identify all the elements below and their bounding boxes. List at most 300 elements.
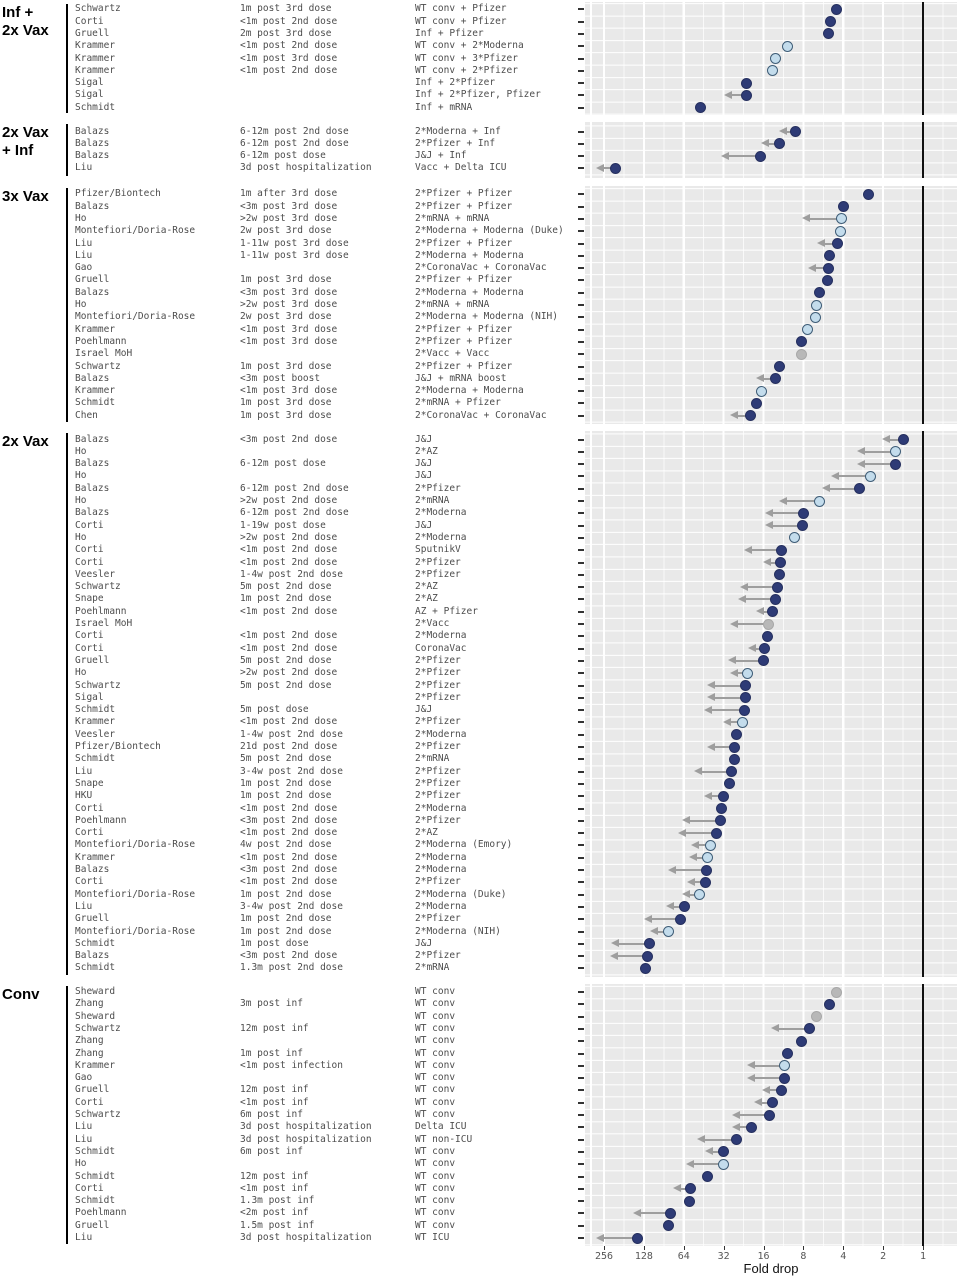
serum-group-label: 2*mRNA	[415, 753, 450, 765]
study-label: Snape	[75, 593, 104, 605]
serum-group-label: 2*AZ	[415, 827, 438, 839]
censored-arrowhead-icon	[704, 792, 712, 800]
censored-arrowhead-icon	[732, 1123, 740, 1131]
fold-drop-dot	[731, 1134, 742, 1145]
time-label: 2m post 3rd dose	[240, 27, 332, 39]
serum-group-label: 2*Moderna + Moderna	[415, 249, 524, 261]
censored-arrowhead-icon	[756, 607, 764, 615]
serum-group-label: WT conv + Pfizer	[415, 3, 507, 15]
serum-group-label: 2*Pfizer + Pfizer	[415, 360, 513, 372]
row-tick	[578, 574, 584, 576]
serum-group-label: CoronaVac	[415, 642, 467, 654]
reference-line-fold1	[922, 984, 924, 1246]
time-label: 12m post inf	[240, 1022, 309, 1034]
study-label: Corti	[75, 1182, 104, 1194]
reference-line-fold1	[922, 122, 924, 178]
row-tick	[578, 21, 584, 23]
row-tick	[578, 635, 584, 637]
serum-group-label: 2*Pfizer	[415, 667, 461, 679]
row-tick	[578, 439, 584, 441]
censored-arrowhead-icon	[673, 1184, 681, 1192]
fold-drop-dot	[684, 1196, 695, 1207]
censored-arrowhead-icon	[707, 743, 715, 751]
x-axis-tick-label: 2	[880, 1251, 887, 1262]
time-label: 2w post 3rd dose	[240, 225, 332, 237]
study-label: Zhang	[75, 998, 104, 1010]
censored-arrowhead-icon	[730, 411, 738, 419]
serum-group-label: J&J	[415, 470, 433, 482]
row-tick	[578, 143, 584, 145]
row-tick	[578, 1114, 584, 1116]
study-label: Balazs	[75, 372, 110, 384]
serum-group-label: AZ + Pfizer	[415, 605, 478, 617]
group-label	[2, 124, 49, 160]
time-label: 3d post hospitalization	[240, 162, 372, 174]
row-tick	[578, 475, 584, 477]
fold-drop-dot	[663, 926, 674, 937]
study-label: Schwartz	[75, 360, 121, 372]
row-tick	[578, 45, 584, 47]
study-label: Ho	[75, 299, 87, 310]
fold-drop-dot	[715, 815, 726, 826]
row-tick	[578, 808, 584, 810]
serum-group-label: 2*Pfizer	[415, 876, 461, 888]
censored-arrowhead-icon	[802, 214, 810, 222]
fold-drop-dot	[825, 16, 836, 27]
fold-drop-dot	[756, 386, 767, 397]
row-tick	[578, 537, 584, 539]
fold-drop-dot	[823, 28, 834, 39]
study-label: Krammer	[75, 64, 116, 76]
fold-drop-dot	[737, 717, 748, 728]
study-label: Liu	[75, 1232, 93, 1243]
row-tick	[578, 415, 584, 417]
serum-group-label: 2*Vacc + Vacc	[415, 348, 490, 360]
x-axis-tick-label: 32	[717, 1251, 730, 1262]
study-label: Sheward	[75, 1010, 116, 1022]
censored-arrowhead-icon	[728, 656, 736, 664]
x-axis-tick-label: 1	[919, 1251, 927, 1262]
time-label: 1-4w post 2nd dose	[240, 728, 343, 740]
serum-group-label: 2*Pfizer	[415, 950, 461, 962]
serum-group-label: 2*Moderna + Moderna (NIH)	[415, 311, 558, 323]
censored-arrowhead-icon	[817, 239, 825, 247]
row-tick	[578, 82, 584, 84]
row-tick	[578, 1237, 584, 1239]
row-tick	[578, 549, 584, 551]
fold-drop-dot	[702, 1171, 713, 1182]
study-label: Krammer	[75, 1059, 116, 1071]
row-tick	[578, 881, 584, 883]
time-label: 12m post inf	[240, 1084, 309, 1096]
serum-group-label: 2*Pfizer + Pfizer	[415, 335, 513, 347]
censored-arrowhead-icon	[748, 644, 756, 652]
time-label: <1m post 2nd dose	[240, 642, 338, 654]
row-tick	[578, 758, 584, 760]
study-label: Ho	[75, 212, 87, 224]
fold-drop-dot	[726, 766, 737, 777]
time-label: 1-19w post dose	[240, 519, 326, 531]
serum-group-label: 2*Pfizer	[415, 691, 461, 703]
time-label: 5m post 2nd dose	[240, 679, 332, 691]
row-tick	[578, 1163, 584, 1165]
serum-group-label: 2*mRNA + mRNA	[415, 212, 490, 224]
time-label: 1m post 3rd dose	[240, 409, 332, 421]
group-label	[2, 4, 49, 40]
row-tick	[578, 562, 584, 564]
x-axis-tickmark	[604, 1246, 605, 1250]
reference-line-fold1	[922, 2, 924, 115]
study-label: Gruell	[75, 654, 110, 666]
censored-arrowhead-icon	[650, 927, 658, 935]
serum-group-label: WT conv	[415, 1096, 456, 1108]
time-label: 1m post 2nd dose	[240, 888, 332, 900]
time-label: >2w post 2nd dose	[240, 495, 338, 507]
study-label: Corti	[75, 556, 104, 568]
time-label: 6-12m post 2nd dose	[240, 125, 349, 137]
time-label: 1-11w post 3rd dose	[240, 249, 349, 261]
study-label: Veesler	[75, 728, 116, 740]
row-tick	[578, 697, 584, 699]
fold-drop-dot	[740, 692, 751, 703]
serum-group-label: 2*mRNA + Pfizer	[415, 397, 501, 409]
serum-group-label: WT conv	[415, 1022, 456, 1034]
row-tick	[578, 611, 584, 613]
study-label: Schmidt	[75, 1170, 116, 1182]
time-label: <1m post 3rd dose	[240, 385, 338, 397]
censored-arrowhead-icon	[857, 460, 865, 468]
serum-group-label: 2*Moderna	[415, 851, 467, 863]
row-tick	[578, 167, 584, 169]
fold-drop-dot	[774, 361, 785, 372]
serum-group-label: 2*Pfizer	[415, 568, 461, 580]
censored-arrowhead-icon	[763, 558, 771, 566]
study-label: Schmidt	[75, 937, 116, 949]
row-tick	[578, 783, 584, 785]
study-label: Sigal	[75, 691, 104, 703]
censored-arrowhead-icon	[831, 472, 839, 480]
study-label: Schmidt	[75, 1145, 116, 1157]
censored-arrowhead-icon	[771, 1024, 779, 1032]
group-label-line: + Inf	[2, 142, 34, 159]
row-tick	[578, 230, 584, 232]
study-label: Sigal	[75, 89, 104, 101]
row-tick	[578, 279, 584, 281]
fold-drop-dot	[811, 300, 822, 311]
study-label: Gruell	[75, 913, 110, 925]
serum-group-label: 2*Pfizer + Pfizer	[415, 323, 513, 335]
time-label: 1m post dose	[240, 937, 309, 949]
serum-group-label: J&J + mRNA boost	[415, 372, 507, 384]
fold-drop-dot	[814, 496, 825, 507]
study-label: Montefiori/Doria-Rose	[75, 888, 196, 900]
censored-arrowhead-icon	[689, 853, 697, 861]
serum-group-label: 2*Moderna + Moderna	[415, 385, 524, 397]
study-label: Krammer	[75, 52, 116, 64]
serum-group-label: WT conv	[415, 1195, 456, 1207]
censored-arrowhead-icon	[596, 164, 604, 172]
group-label	[2, 986, 40, 1004]
x-axis-tick-label: 4	[840, 1251, 847, 1262]
serum-group-label: 2*mRNA	[415, 962, 450, 974]
row-tick	[578, 709, 584, 711]
censored-arrowhead-icon	[723, 718, 731, 726]
serum-group-label: WT conv	[415, 1182, 456, 1194]
row-tick	[578, 943, 584, 945]
study-label: Israel MoH	[75, 618, 133, 630]
time-label: 1m post 2nd dose	[240, 925, 332, 937]
time-label: >2w post 3rd dose	[240, 212, 338, 224]
time-label: 1m after 3rd dose	[240, 188, 338, 200]
time-label: <1m post 3rd dose	[240, 323, 338, 335]
time-label: 1m post 3rd dose	[240, 274, 332, 286]
fold-drop-dot	[694, 889, 705, 900]
study-label: Ho	[75, 470, 87, 482]
fold-drop-dot	[770, 53, 781, 64]
serum-group-label: 2*CoronaVac + CoronaVac	[415, 262, 547, 274]
fold-drop-dot	[731, 729, 742, 740]
serum-group-label: 2*mRNA	[415, 495, 450, 507]
row-tick	[578, 512, 584, 514]
fold-drop-dot	[863, 189, 874, 200]
fold-drop-dot	[798, 508, 809, 519]
time-label: 6-12m post 2nd dose	[240, 482, 349, 494]
censored-arrowhead-icon	[730, 620, 738, 628]
fold-drop-dot	[763, 619, 774, 630]
group-bracket	[66, 433, 68, 975]
x-axis-tickmark	[724, 1246, 725, 1250]
fold-drop-dot	[822, 275, 833, 286]
study-label: Pfizer/Biontech	[75, 188, 161, 200]
study-label: Ho	[75, 667, 87, 679]
serum-group-label: 2*Moderna + Moderna (Duke)	[415, 225, 564, 237]
serum-group-label: J&J	[415, 433, 433, 445]
time-label: <3m post 2nd dose	[240, 864, 338, 876]
serum-group-label: 2*Pfizer	[415, 556, 461, 568]
x-axis-tickmark	[764, 1246, 765, 1250]
fold-drop-dot	[718, 791, 729, 802]
fold-drop-dot	[810, 312, 821, 323]
censored-arrowhead-icon	[682, 890, 690, 898]
row-tick	[578, 1200, 584, 1202]
fold-drop-dot	[796, 1036, 807, 1047]
time-label: 1m post 3rd dose	[240, 3, 332, 15]
serum-group-label: 2*Pfizer + Inf	[415, 137, 496, 149]
time-label: <1m post 2nd dose	[240, 851, 338, 863]
row-tick	[578, 390, 584, 392]
time-label: 3d post hospitalization	[240, 1121, 372, 1133]
study-label: Gruell	[75, 274, 110, 286]
x-axis-tick-label: 16	[757, 1251, 770, 1262]
row-tick	[578, 341, 584, 343]
study-label: Ho	[75, 1158, 87, 1170]
time-label: <1m post inf	[240, 1096, 309, 1108]
serum-group-label: 2*Moderna (Emory)	[415, 839, 513, 851]
row-tick	[578, 206, 584, 208]
study-label: Balazs	[75, 864, 110, 876]
serum-group-label: 2*Pfizer + Pfizer	[415, 188, 513, 200]
study-label: Schwartz	[75, 679, 121, 691]
time-label: <1m post 2nd dose	[240, 716, 338, 728]
row-tick	[578, 1151, 584, 1153]
row-tick	[578, 402, 584, 404]
study-label: Corti	[75, 544, 104, 556]
serum-group-label: WT conv	[415, 1059, 456, 1071]
row-tick	[578, 292, 584, 294]
censored-arrowhead-icon	[644, 915, 652, 923]
time-label: 1m post 3rd dose	[240, 360, 332, 372]
row-tick	[578, 1016, 584, 1018]
censored-arrowhead-icon	[687, 878, 695, 886]
fold-drop-dot	[701, 865, 712, 876]
row-tick	[578, 500, 584, 502]
x-axis-tickmark	[883, 1246, 884, 1250]
row-tick	[578, 488, 584, 490]
time-label: 5m post 2nd dose	[240, 753, 332, 765]
time-label: 3-4w post 2nd dose	[240, 900, 343, 912]
fold-drop-dot	[767, 1097, 778, 1108]
serum-group-label: 2*mRNA + mRNA	[415, 299, 490, 310]
row-tick	[578, 366, 584, 368]
censored-arrowhead-icon	[747, 1074, 755, 1082]
fold-drop-dot	[831, 987, 842, 998]
fold-drop-dot	[802, 324, 813, 335]
row-tick	[578, 721, 584, 723]
serum-group-label: 2*Pfizer	[415, 654, 461, 666]
serum-group-label: 2*Moderna (Duke)	[415, 888, 507, 900]
study-label: Schwartz	[75, 581, 121, 593]
row-tick	[578, 329, 584, 331]
row-tick	[578, 820, 584, 822]
row-tick	[578, 795, 584, 797]
reference-line-fold1	[922, 431, 924, 977]
fold-drop-dot	[775, 557, 786, 568]
time-label: <1m post 2nd dose	[240, 827, 338, 839]
fold-drop-dot	[835, 226, 846, 237]
fold-drop-dot	[824, 999, 835, 1010]
censored-arrowhead-icon	[756, 374, 764, 382]
study-label: Krammer	[75, 716, 116, 728]
serum-group-label: J&J	[415, 937, 433, 949]
fold-drop-dot	[729, 742, 740, 753]
time-label: <2m post inf	[240, 1207, 309, 1219]
time-label: <1m post 3rd dose	[240, 335, 338, 347]
time-label: <1m post 2nd dose	[240, 15, 338, 27]
serum-group-label: Inf + mRNA	[415, 101, 473, 113]
row-tick	[578, 598, 584, 600]
serum-group-label: 2*Pfizer	[415, 716, 461, 728]
study-label: Corti	[75, 876, 104, 888]
censored-arrowhead-icon	[610, 952, 618, 960]
study-label: Liu	[75, 249, 93, 261]
study-label: Liu	[75, 1121, 93, 1133]
time-label: 6-12m post 2nd dose	[240, 137, 349, 149]
study-label: Poehlmann	[75, 335, 127, 347]
study-label: Balazs	[75, 125, 110, 137]
censored-arrowhead-icon	[765, 521, 773, 529]
group-label-line: 3x Vax	[2, 188, 49, 205]
fold-drop-dot	[811, 1011, 822, 1022]
x-axis-tick-label: 8	[800, 1251, 807, 1262]
time-label: 5m post 2nd dose	[240, 581, 332, 593]
time-label: 1m post 2nd dose	[240, 790, 332, 802]
row-tick	[578, 378, 584, 380]
time-label: 6m post inf	[240, 1145, 303, 1157]
fold-drop-dot	[823, 263, 834, 274]
fold-drop-dot	[789, 532, 800, 543]
serum-group-label: WT conv	[415, 1158, 456, 1170]
time-label: 5m post dose	[240, 704, 309, 716]
study-label: Krammer	[75, 385, 116, 397]
serum-group-label: WT conv	[415, 1170, 456, 1182]
censored-arrowhead-icon	[633, 1209, 641, 1217]
fold-drop-dot	[782, 41, 793, 52]
study-label: Krammer	[75, 851, 116, 863]
censored-arrowhead-icon	[808, 264, 816, 272]
serum-group-label: Inf + 2*Pfizer	[415, 77, 496, 89]
fold-drop-dot	[711, 828, 722, 839]
study-label: Zhang	[75, 1035, 104, 1047]
serum-group-label: 2*Moderna + Moderna	[415, 286, 524, 298]
time-label: 3-4w post 2nd dose	[240, 765, 343, 777]
serum-group-label: WT conv + 2*Moderna	[415, 40, 524, 52]
x-axis-title: Fold drop	[743, 1261, 799, 1276]
study-label: Gruell	[75, 27, 110, 39]
serum-group-label: J&J	[415, 519, 433, 531]
time-label: <3m post 2nd dose	[240, 433, 338, 445]
row-tick	[578, 832, 584, 834]
time-label: <3m post boost	[240, 372, 321, 384]
fold-drop-dot	[695, 102, 706, 113]
study-label: Balazs	[75, 482, 110, 494]
study-label: Gruell	[75, 1084, 110, 1096]
row-tick	[578, 1065, 584, 1067]
study-label: Liu	[75, 1133, 93, 1145]
time-label: >2w post 2nd dose	[240, 667, 338, 679]
serum-group-label: WT conv + 3*Pfizer	[415, 52, 518, 64]
time-label: 1.5m post inf	[240, 1219, 315, 1231]
fold-drop-dot	[782, 1048, 793, 1059]
serum-group-label: 2*Pfizer	[415, 679, 461, 691]
serum-group-label: Vacc + Delta ICU	[415, 162, 507, 174]
censored-arrowhead-icon	[732, 1111, 740, 1119]
row-tick	[578, 660, 584, 662]
serum-group-label: 2*Pfizer	[415, 482, 461, 494]
row-tick	[578, 94, 584, 96]
serum-group-label: 2*Moderna	[415, 728, 467, 740]
serum-group-label: WT conv	[415, 1035, 456, 1047]
serum-group-label: SputnikV	[415, 544, 461, 556]
fold-drop-dot	[779, 1073, 790, 1084]
row-tick	[578, 734, 584, 736]
study-label: Schmidt	[75, 704, 116, 716]
serum-group-label: 2*Moderna	[415, 630, 467, 642]
censored-arrowhead-icon	[740, 583, 748, 591]
censored-arrowhead-icon	[747, 1061, 755, 1069]
censored-arrowhead-icon	[686, 1160, 694, 1168]
row-tick	[578, 58, 584, 60]
fold-drop-dot	[729, 754, 740, 765]
row-tick	[578, 243, 584, 245]
fold-drop-dot	[705, 840, 716, 851]
study-label: Israel MoH	[75, 348, 133, 360]
time-label: 1-11w post 3rd dose	[240, 237, 349, 249]
row-tick	[578, 33, 584, 35]
time-label: <1m post 3rd dose	[240, 52, 338, 64]
serum-group-label: 2*AZ	[415, 445, 438, 457]
fold-drop-dot	[700, 877, 711, 888]
fold-drop-dot	[740, 680, 751, 691]
